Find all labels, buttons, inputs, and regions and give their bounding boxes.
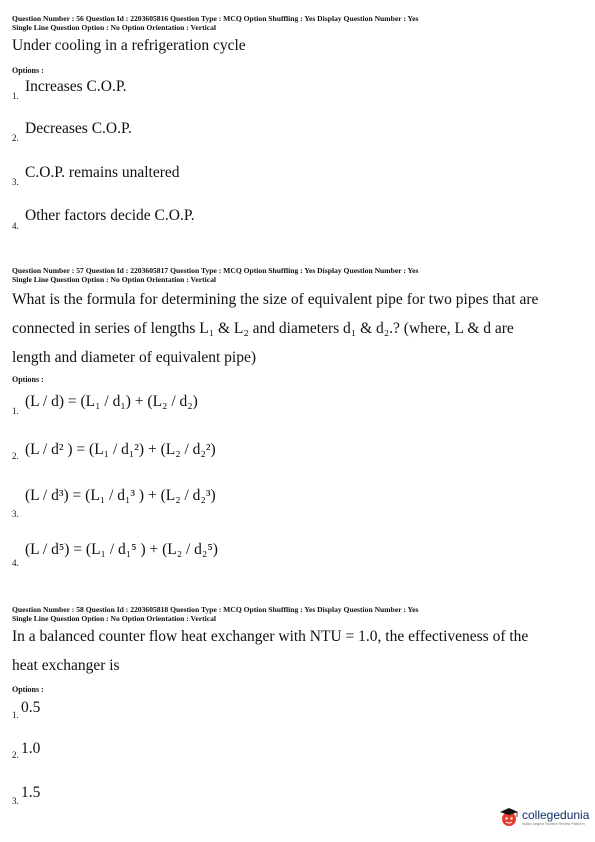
option-text: (L / d² ) = (L₁ / d₁²) + (L₂ / d₂²) [25,441,216,458]
logo-wordmark: collegedunia [522,807,590,822]
collegedunia-logo [498,806,589,828]
option-text: Increases C.O.P. [25,78,127,95]
option-text: 1.0 [21,740,41,757]
options-label: Options : [12,66,44,75]
option-number: 3. [12,177,19,187]
option-text: 0.5 [21,699,41,716]
question-text-line: heat exchanger is [12,657,120,674]
option-text: Other factors decide C.O.P. [25,207,195,224]
option-number: 1. [12,710,19,720]
option-text: (L / d³) = (L₁ / d₁³ ) + (L₂ / d₂³) [25,487,216,504]
option-text: Decreases C.O.P. [25,120,132,137]
option-number: 1. [12,406,19,416]
option-number: 2. [12,133,19,143]
question-meta-line1: Question Number : 58 Question Id : 2203605818 Question Type : MCQ Option Shuffling : Yes Display Question Number : Yes [12,605,419,614]
question-meta-line2: Single Line Question Option : No Option Orientation : Vertical [12,614,216,623]
question-text-line: In a balanced counter flow heat exchanger with NTU = 1.0, the effectiveness of the [12,628,529,645]
question-meta-line1: Question Number : 56 Question Id : 2203605816 Question Type : MCQ Option Shuffling : Yes Display Question Number : Yes [12,14,419,23]
option-number: 1. [12,91,19,101]
question-meta-line2: Single Line Question Option : No Option Orientation : Vertical [12,275,216,284]
option-number: 4. [12,221,19,231]
question-text: Under cooling in a refrigeration cycle [12,37,246,54]
graduate-mascot-icon [498,806,520,828]
option-number: 4. [12,558,19,568]
option-number: 3. [12,509,19,519]
option-number: 3. [12,796,19,806]
option-text: C.O.P. remains unaltered [25,164,180,181]
option-number: 2. [12,451,19,461]
question-text-line: What is the formula for determining the size of equivalent pipe for two pipes that are [12,291,539,308]
question-meta-line2: Single Line Question Option : No Option Orientation : Vertical [12,23,216,32]
options-label: Options : [12,685,44,694]
question-text-line: length and diameter of equivalent pipe) [12,349,257,366]
option-number: 2. [12,750,19,760]
question-text-line: connected in series of lengths L₁ & L₂ and diameters d₁ & d₂.? (where, L & d are [12,320,514,337]
options-label: Options : [12,375,44,384]
option-text: (L / d⁵) = (L₁ / d₁⁵ ) + (L₂ / d₂⁵) [25,541,218,558]
logo-tagline: India's largest Student Review Platform [522,821,585,826]
option-text: 1.5 [21,784,41,801]
option-text: (L / d) = (L₁ / d₁) + (L₂ / d₂) [25,393,198,410]
question-meta-line1: Question Number : 57 Question Id : 2203605817 Question Type : MCQ Option Shuffling : Yes Display Question Number : Yes [12,266,419,275]
